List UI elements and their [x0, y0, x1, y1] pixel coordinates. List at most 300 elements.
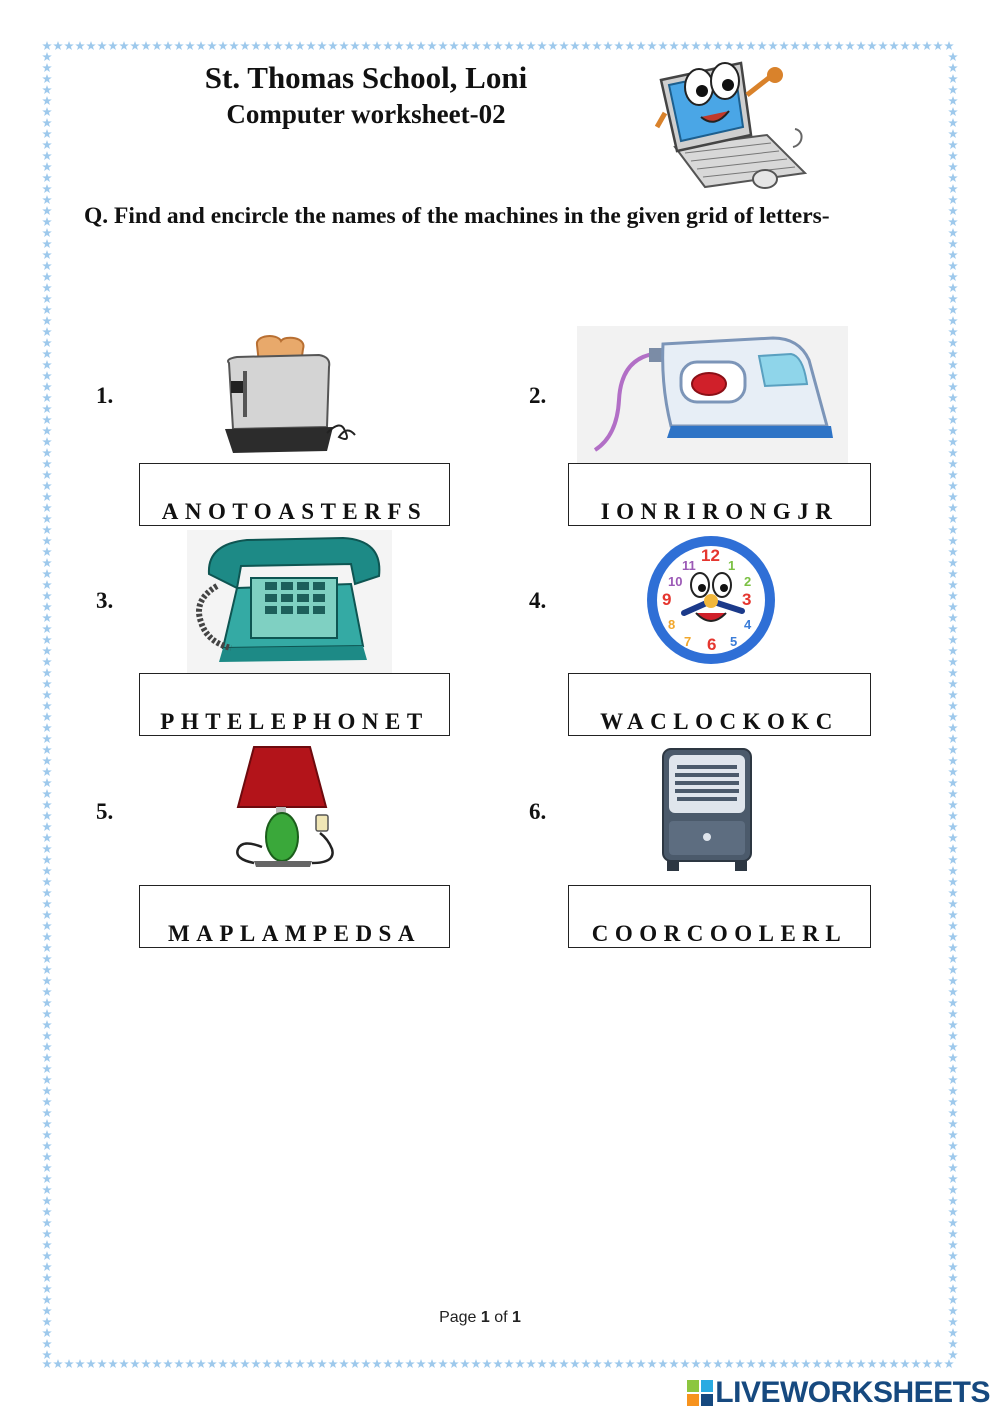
border-star [948, 1086, 958, 1095]
border-star [757, 1359, 767, 1368]
border-star [42, 580, 52, 589]
border-star [42, 327, 52, 336]
border-star [691, 1359, 701, 1368]
border-star [944, 41, 954, 50]
border-star [42, 206, 52, 215]
svg-text:8: 8 [668, 617, 676, 632]
item-number-3: 3. [96, 588, 114, 613]
border-star [42, 250, 52, 259]
border-star [948, 778, 958, 787]
border-star [42, 756, 52, 765]
border-star [284, 41, 294, 50]
border-star [948, 811, 958, 820]
border-star [948, 129, 958, 138]
border-star [438, 1359, 448, 1368]
border-star [658, 1359, 668, 1368]
border-star [592, 1359, 602, 1368]
border-star [42, 184, 52, 193]
border-star [948, 1317, 958, 1326]
border-star [372, 1359, 382, 1368]
border-star [691, 41, 701, 50]
border-star [948, 305, 958, 314]
border-star [812, 1359, 822, 1368]
border-star [42, 646, 52, 655]
border-star [295, 1359, 305, 1368]
page-prefix: Page [439, 1309, 481, 1326]
border-star [42, 822, 52, 831]
border-star [42, 1273, 52, 1282]
border-star [948, 52, 958, 61]
border-star [713, 1359, 723, 1368]
border-star [948, 943, 958, 952]
border-star [240, 1359, 250, 1368]
border-star [603, 1359, 613, 1368]
border-star [559, 41, 569, 50]
border-star [196, 41, 206, 50]
item-number-6: 6. [529, 799, 547, 824]
border-star [207, 1359, 217, 1368]
border-star [948, 239, 958, 248]
border-star [185, 1359, 195, 1368]
border-star [482, 41, 492, 50]
border-star [900, 41, 910, 50]
toaster-icon [215, 333, 360, 455]
border-star [948, 756, 958, 765]
border-star [948, 250, 958, 259]
border-star [702, 1359, 712, 1368]
border-star [948, 965, 958, 974]
border-star [948, 646, 958, 655]
border-star [42, 1185, 52, 1194]
border-star [328, 41, 338, 50]
border-star [948, 921, 958, 930]
iron-icon [577, 326, 848, 464]
border-star [42, 470, 52, 479]
border-star [317, 41, 327, 50]
border-star [735, 41, 745, 50]
border-star [948, 712, 958, 721]
computer-mascot-icon [655, 55, 810, 195]
border-star [948, 514, 958, 523]
border-star [42, 569, 52, 578]
border-star [42, 789, 52, 798]
border-star [948, 437, 958, 446]
border-star [42, 129, 52, 138]
border-star [42, 613, 52, 622]
border-star [42, 228, 52, 237]
border-star [42, 811, 52, 820]
border-star [515, 1359, 525, 1368]
border-star [42, 767, 52, 776]
border-star [339, 1359, 349, 1368]
border-star [196, 1359, 206, 1368]
border-star [42, 1009, 52, 1018]
border-star [948, 349, 958, 358]
border-star [948, 1284, 958, 1293]
border-star [42, 635, 52, 644]
liveworksheets-logo[interactable] [687, 1376, 990, 1410]
border-star [383, 1359, 393, 1368]
border-star [636, 1359, 646, 1368]
border-star [669, 41, 679, 50]
border-star [948, 415, 958, 424]
border-star [42, 855, 52, 864]
border-star [948, 1108, 958, 1117]
border-star [42, 866, 52, 875]
border-star [856, 1359, 866, 1368]
border-star [42, 239, 52, 248]
border-star [185, 41, 195, 50]
border-star [361, 1359, 371, 1368]
border-star [42, 1196, 52, 1205]
border-star [350, 41, 360, 50]
border-star [350, 1359, 360, 1368]
border-star [207, 41, 217, 50]
border-star [317, 1359, 327, 1368]
border-star [948, 382, 958, 391]
border-star [948, 228, 958, 237]
border-star [834, 1359, 844, 1368]
svg-text:10: 10 [668, 574, 683, 589]
border-star [504, 41, 514, 50]
svg-text:5: 5 [730, 634, 738, 649]
border-star [948, 1196, 958, 1205]
border-star [746, 1359, 756, 1368]
telephone-icon [187, 530, 392, 673]
border-star [948, 723, 958, 732]
border-star [948, 855, 958, 864]
border-star [42, 1075, 52, 1084]
svg-text:7: 7 [684, 634, 692, 649]
border-star [948, 899, 958, 908]
border-star [449, 41, 459, 50]
letter-grid-2: IONRIRONGJR [568, 463, 871, 526]
border-star [948, 294, 958, 303]
border-star [948, 184, 958, 193]
border-star [948, 1262, 958, 1271]
border-star [801, 1359, 811, 1368]
border-star [240, 41, 250, 50]
border-star [42, 1306, 52, 1315]
border-star [141, 41, 151, 50]
border-star [948, 272, 958, 281]
border-star [42, 107, 52, 116]
border-star [42, 85, 52, 94]
border-star [526, 1359, 536, 1368]
border-star [42, 382, 52, 391]
border-star [42, 1020, 52, 1029]
border-star [42, 910, 52, 919]
border-star [537, 1359, 547, 1368]
border-star [42, 338, 52, 347]
border-star [948, 745, 958, 754]
border-star [42, 162, 52, 171]
border-star [42, 1042, 52, 1051]
border-star [948, 1020, 958, 1029]
border-star [64, 41, 74, 50]
border-star [948, 1097, 958, 1106]
border-star [42, 41, 52, 50]
border-star [581, 41, 591, 50]
border-star [948, 459, 958, 468]
border-star [724, 1359, 734, 1368]
border-star [42, 492, 52, 501]
border-star [948, 1218, 958, 1227]
border-star [948, 206, 958, 215]
border-star [680, 41, 690, 50]
border-star [42, 965, 52, 974]
border-star [948, 789, 958, 798]
border-star [948, 877, 958, 886]
border-star [944, 1359, 954, 1368]
border-star [948, 195, 958, 204]
border-star [42, 1328, 52, 1337]
border-star [603, 41, 613, 50]
border-star [948, 1053, 958, 1062]
border-star [361, 41, 371, 50]
border-star [933, 41, 943, 50]
border-star [42, 712, 52, 721]
border-star [669, 1359, 679, 1368]
border-star [680, 1359, 690, 1368]
border-star [42, 987, 52, 996]
border-star [948, 910, 958, 919]
border-star [900, 1359, 910, 1368]
border-star [42, 877, 52, 886]
border-star [948, 954, 958, 963]
border-star [948, 393, 958, 402]
border-star [42, 800, 52, 809]
border-star [64, 1359, 74, 1368]
border-star [948, 173, 958, 182]
border-star [152, 1359, 162, 1368]
border-star [108, 41, 118, 50]
border-star [948, 1163, 958, 1172]
border-star [119, 41, 129, 50]
border-star [42, 63, 52, 72]
border-star [537, 41, 547, 50]
brand-text: LIVEWORKSHEETS [715, 1376, 990, 1409]
border-star [889, 41, 899, 50]
border-star [779, 41, 789, 50]
border-star [948, 866, 958, 875]
border-star [42, 217, 52, 226]
border-star [42, 1207, 52, 1216]
border-star [948, 1185, 958, 1194]
border-star [548, 1359, 558, 1368]
border-star [42, 976, 52, 985]
border-star [405, 1359, 415, 1368]
border-star [845, 1359, 855, 1368]
border-star [948, 151, 958, 160]
page-current: 1 [480, 1309, 490, 1326]
border-star [922, 41, 932, 50]
border-star [625, 1359, 635, 1368]
border-star [948, 547, 958, 556]
border-star [779, 1359, 789, 1368]
border-star [948, 657, 958, 666]
border-star [42, 360, 52, 369]
worksheet-title: Computer worksheet-02 [226, 99, 506, 129]
border-star [42, 1174, 52, 1183]
border-star [42, 525, 52, 534]
border-star [394, 41, 404, 50]
border-star [702, 41, 712, 50]
border-star [42, 723, 52, 732]
border-star [42, 173, 52, 182]
border-star [570, 41, 580, 50]
border-star [948, 360, 958, 369]
border-star [42, 514, 52, 523]
border-star [948, 261, 958, 270]
border-star [42, 734, 52, 743]
border-star [471, 1359, 481, 1368]
border-star [746, 41, 756, 50]
border-star [42, 459, 52, 468]
border-star [856, 41, 866, 50]
border-star [42, 52, 52, 61]
border-star [86, 41, 96, 50]
letter-grid-3: PHTELEPHONET [139, 673, 450, 736]
border-star [42, 1262, 52, 1271]
border-star [97, 1359, 107, 1368]
border-star [438, 41, 448, 50]
border-star [460, 41, 470, 50]
border-star [735, 1359, 745, 1368]
border-star [493, 1359, 503, 1368]
border-star [218, 41, 228, 50]
border-star [42, 1359, 52, 1368]
border-star [922, 1359, 932, 1368]
border-star [801, 41, 811, 50]
border-star [42, 404, 52, 413]
border-star [948, 1064, 958, 1073]
border-star [229, 1359, 239, 1368]
border-star [948, 338, 958, 347]
border-star [229, 41, 239, 50]
border-star [42, 1163, 52, 1172]
border-star [948, 470, 958, 479]
border-star [845, 41, 855, 50]
border-star [878, 41, 888, 50]
page-total: 1 [512, 1309, 521, 1326]
border-star [42, 778, 52, 787]
border-star [948, 525, 958, 534]
border-star [504, 1359, 514, 1368]
border-star [948, 1251, 958, 1260]
border-star [948, 635, 958, 644]
border-star [948, 536, 958, 545]
border-star [948, 668, 958, 677]
border-star [948, 1141, 958, 1150]
border-star [75, 1359, 85, 1368]
border-star [948, 800, 958, 809]
svg-text:6: 6 [707, 635, 717, 654]
border-star [614, 1359, 624, 1368]
border-star [948, 1075, 958, 1084]
border-star [948, 85, 958, 94]
border-star [42, 998, 52, 1007]
border-star [339, 41, 349, 50]
border-star [42, 657, 52, 666]
border-star [948, 701, 958, 710]
border-star [790, 41, 800, 50]
border-star [130, 1359, 140, 1368]
border-star [948, 1009, 958, 1018]
border-star [948, 118, 958, 127]
border-star [948, 74, 958, 83]
border-star [948, 591, 958, 600]
border-star [42, 272, 52, 281]
border-star [948, 844, 958, 853]
border-star [42, 195, 52, 204]
border-star [427, 41, 437, 50]
border-star [262, 1359, 272, 1368]
border-star [548, 41, 558, 50]
border-star [42, 316, 52, 325]
border-star [948, 569, 958, 578]
border-star [482, 1359, 492, 1368]
border-star [306, 1359, 316, 1368]
border-star [284, 1359, 294, 1368]
border-star [42, 1130, 52, 1139]
border-star [42, 1086, 52, 1095]
lamp-icon [232, 745, 347, 870]
border-star [42, 679, 52, 688]
border-star [948, 503, 958, 512]
border-star [163, 1359, 173, 1368]
border-star [42, 74, 52, 83]
border-star [948, 162, 958, 171]
border-star [86, 1359, 96, 1368]
border-star [42, 283, 52, 292]
clock-icon [644, 533, 779, 668]
border-star [42, 393, 52, 402]
border-star [273, 1359, 283, 1368]
border-star [372, 41, 382, 50]
border-star [42, 1031, 52, 1040]
border-star [911, 41, 921, 50]
item-number-5: 5. [96, 799, 114, 824]
page-number [380, 1309, 580, 1327]
border-star [42, 536, 52, 545]
border-star [42, 481, 52, 490]
border-star [273, 41, 283, 50]
border-star [581, 1359, 591, 1368]
svg-text:4: 4 [744, 617, 752, 632]
border-star [42, 371, 52, 380]
border-star [911, 1359, 921, 1368]
border-star [647, 41, 657, 50]
border-star [948, 448, 958, 457]
border-star [130, 41, 140, 50]
border-star [570, 1359, 580, 1368]
svg-text:3: 3 [742, 590, 752, 609]
border-star [948, 767, 958, 776]
letter-grid-4: WACLOCKOKC [568, 673, 871, 736]
question-text: Q. Find and encircle the names of the machines in the given grid of letters- [84, 203, 830, 229]
border-star [75, 41, 85, 50]
border-star [948, 371, 958, 380]
border-star [948, 1229, 958, 1238]
border-star [42, 261, 52, 270]
border-star [948, 888, 958, 897]
border-star [42, 833, 52, 842]
border-star [119, 1359, 129, 1368]
border-star [42, 437, 52, 446]
border-star [328, 1359, 338, 1368]
border-star [42, 118, 52, 127]
